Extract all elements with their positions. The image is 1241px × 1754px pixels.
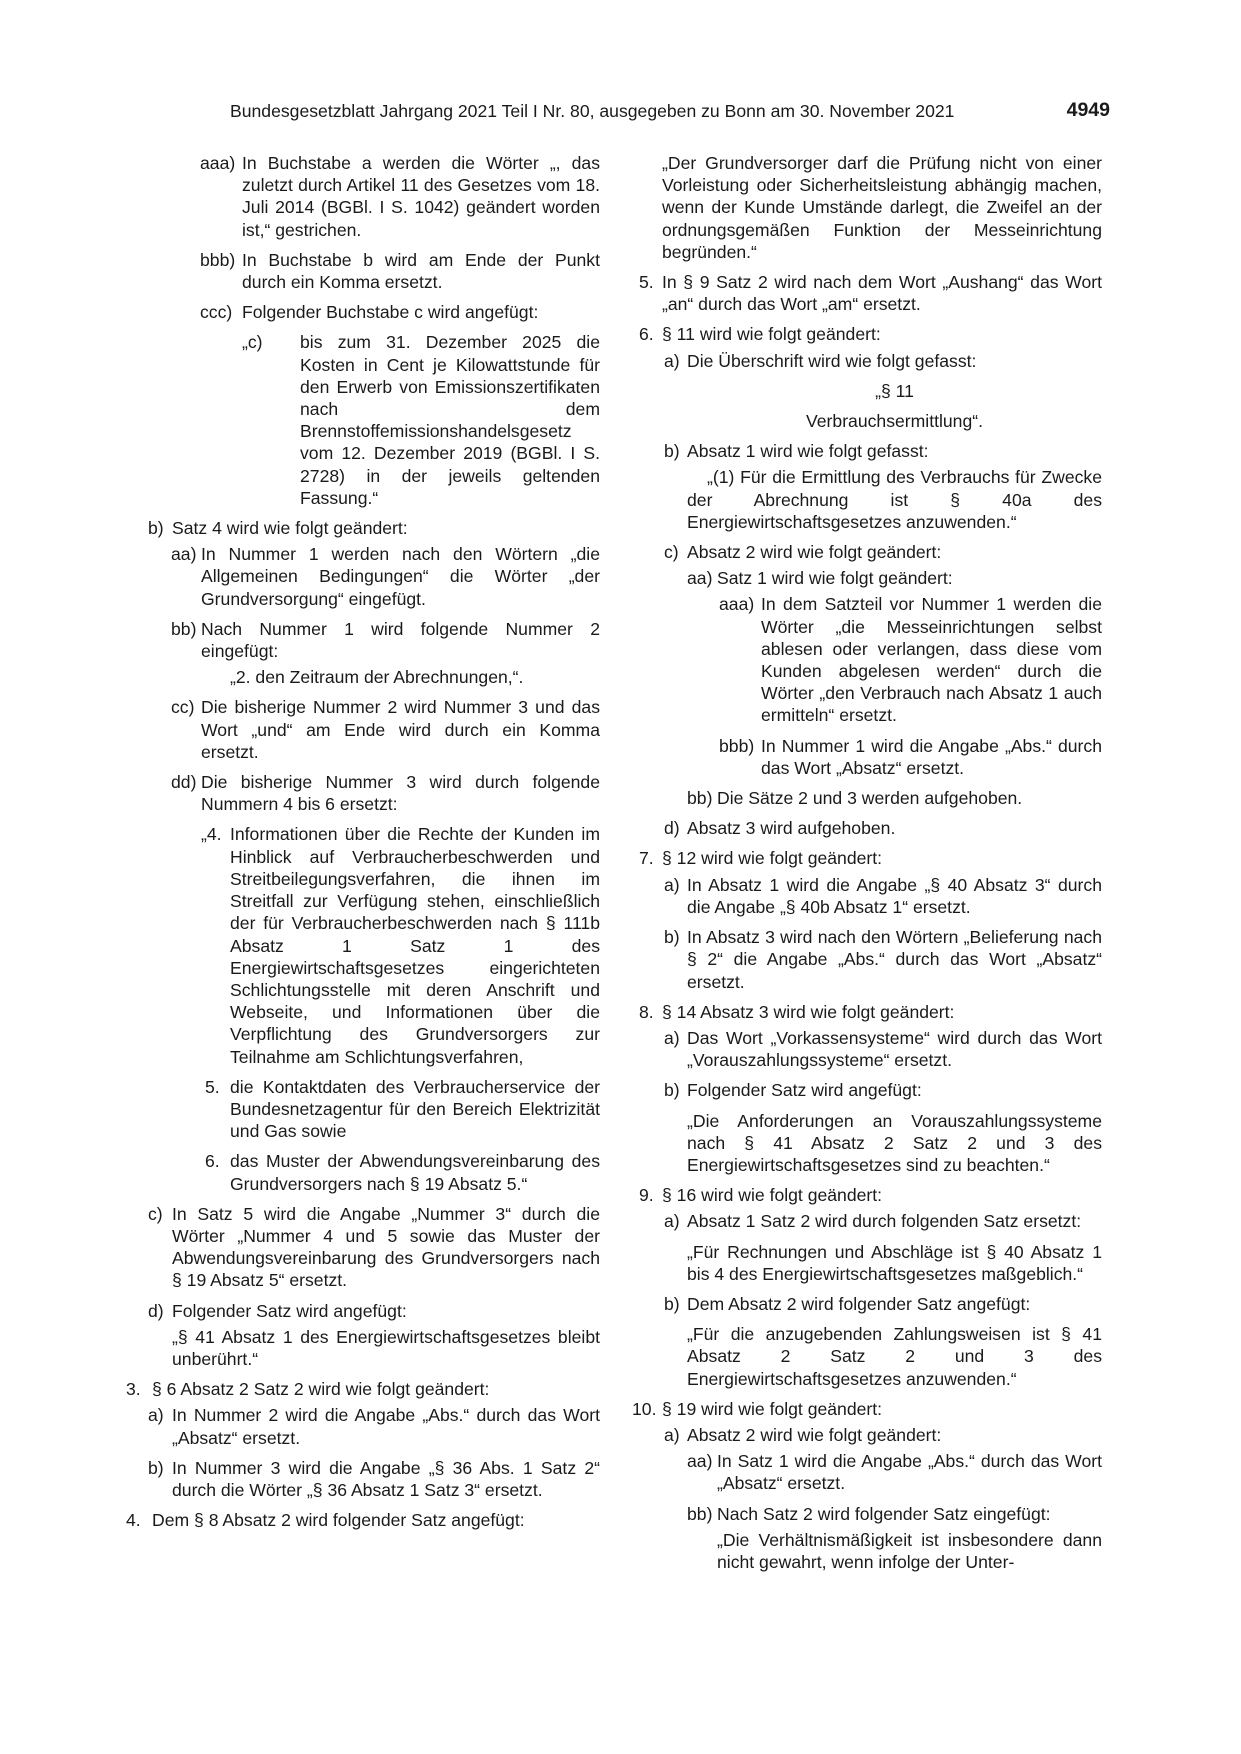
list-label: b) — [664, 441, 680, 462]
list-item-d — [140, 1300, 600, 1322]
list-item-7a — [620, 874, 1102, 918]
quoted-text: „(1) Für die Ermittlung des Verbrauchs für Zwecke der Abrechnung ist § 40a des Energiewirtschaftsgesetzes anzuwenden.“ — [687, 467, 1102, 532]
list-text: Absatz 1 wird wie folgt gefasst: — [687, 441, 929, 462]
list-text: Informationen über die Rechte der Kunden im Hinblick auf Verbraucherbeschwerden und Streitbeilegungsverfahren, die ihnen im Streitfall zur Verfügung stehen, einschließlich der für Verbraucherbeschwerden nach § 111b Absatz 1 Satz 1 des Energiewirtschaftsgesetzes eingerichteten Schlichtungsstelle mit deren Anschrift und Webseite, und Informationen über die Verpflichtung des Grundversorgers zur Teilnahme am Schlichtungsverfahren, — [230, 824, 600, 1067]
list-text: In Nummer 2 wird die Angabe „Abs.“ durch das Wort „Absatz“ ersetzt. — [172, 1405, 600, 1448]
list-item-7 — [620, 847, 1102, 869]
list-text: § 6 Absatz 2 Satz 2 wird wie folgt geändert: — [152, 1379, 490, 1400]
list-text: § 19 wird wie folgt geändert: — [662, 1398, 883, 1419]
list-text: In Buchstabe a werden die Wörter „, das zuletzt durch Artikel 11 des Gesetzes vom 18. Juli 2014 (BGBl. I S. 1042) geändert worden ist,“ gestrichen. — [242, 153, 600, 240]
quoted-item-6 — [140, 1150, 600, 1194]
list-text: die Kontaktdaten des Verbraucherservice der Bundesnetzagentur für den Bereich Elektrizität und Gas sowie — [230, 1076, 600, 1142]
list-text: In Satz 5 wird die Angabe „Nummer 3“ durch die Wörter „Nummer 4 und 5 sowie das Muster der Abwendungsvereinbarung des Grundversorgers nach § 19 Absatz 5“ ersetzt. — [172, 1203, 600, 1291]
list-item-cc — [140, 696, 600, 763]
list-item-6c-aa — [620, 567, 1102, 589]
list-item-bb — [140, 618, 600, 662]
list-text: Dem § 8 Absatz 2 wird folgender Satz angefügt: — [152, 1510, 525, 1531]
list-item-5 — [620, 271, 1102, 315]
list-label: 10. — [632, 1398, 657, 1419]
list-text: Das Wort „Vorkassensysteme“ wird durch das Wort „Vorauszahlungssysteme“ ersetzt. — [687, 1027, 1102, 1071]
list-text: Dem Absatz 2 wird folgender Satz angefügt: — [687, 1293, 1031, 1314]
list-item-10a-aa — [620, 1450, 1102, 1494]
list-item-3 — [126, 1378, 600, 1400]
list-text: Die Überschrift wird wie folgt gefasst: — [687, 350, 977, 371]
list-label: 8. — [639, 1001, 654, 1022]
page-number: 4949 — [1066, 99, 1110, 121]
list-label: ccc) — [200, 302, 233, 323]
quoted-text: „2. den Zeitraum der Abrechnungen,“. — [230, 667, 524, 688]
list-item-ccc — [140, 301, 600, 323]
list-text: bis zum 31. Dezember 2025 die Kosten in Cent je Kilowattstunde für den Erwerb von Emissionszertifikaten nach dem Brennstoffemissionshandelsgesetz vom 12. Dezember 2019 (BGBl. I S. 2728) in der jeweils geltenden Fassung.“ — [300, 332, 600, 508]
quoted-text: „Für die anzugebenden Zahlungsweisen ist § 41 Absatz 2 Satz 2 und 3 des Energiewirtschaftsgesetzes anzuwenden.“ — [687, 1324, 1102, 1389]
list-item-9 — [620, 1184, 1102, 1206]
quoted-text: „Die Verhältnismäßigkeit ist insbesondere dann nicht gewahrt, wenn infolge der Unter- — [717, 1529, 1102, 1572]
list-label: 4. — [126, 1510, 141, 1531]
list-text: In Absatz 3 wird nach den Wörtern „Belieferung nach § 2“ die Angabe „Abs.“ durch das Wort „Absatz“ ersetzt. — [687, 927, 1102, 992]
list-item-dd — [140, 771, 600, 815]
list-item-10 — [620, 1398, 1102, 1420]
quoted-item-4 — [140, 823, 600, 1067]
list-item-9b — [620, 1293, 1102, 1315]
list-text: Absatz 2 wird wie folgt geändert: — [687, 1424, 942, 1445]
list-text: In Satz 1 wird die Angabe „Abs.“ durch das Wort „Absatz“ ersetzt. — [717, 1451, 1102, 1494]
list-item-4 — [126, 1509, 600, 1531]
list-text: Folgender Satz wird angefügt: — [172, 1300, 407, 1321]
list-item-8 — [620, 1001, 1102, 1023]
list-label: „4. — [201, 824, 222, 845]
list-item-6c-bbb — [620, 735, 1102, 779]
list-text: Nach Satz 2 wird folgender Satz eingefügt: — [717, 1503, 1051, 1524]
list-label: 7. — [639, 848, 654, 869]
list-text: In Buchstabe b wird am Ende der Punkt durch ein Komma ersetzt. — [242, 249, 600, 293]
list-label: a) — [664, 1424, 680, 1445]
list-item-aaa — [140, 152, 600, 241]
list-text: § 16 wird wie folgt geändert: — [662, 1185, 883, 1206]
list-text: In dem Satzteil vor Nummer 1 werden die Wörter „die Messeinrichtungen selbst ablesen oder verlangen, dass diese vom Kunden abgelesen werden“ durch die Wörter „den Verbrauch nach Absatz 1 auch ermitteln“ ersetzt. — [761, 594, 1102, 726]
list-label: dd) — [171, 772, 197, 793]
list-text: § 14 Absatz 3 wird wie folgt geändert: — [662, 1001, 955, 1022]
list-text: Die bisherige Nummer 2 wird Nummer 3 und das Wort „und“ am Ende wird durch ein Komma ersetzt. — [201, 697, 600, 762]
list-item-10a-bb — [620, 1503, 1102, 1525]
list-label: d) — [148, 1300, 164, 1321]
list-label: a) — [664, 350, 680, 371]
list-label: b) — [664, 927, 680, 948]
list-label: aaa) — [200, 153, 236, 173]
list-label: 9. — [639, 1185, 654, 1206]
list-label: bbb) — [200, 249, 236, 270]
list-item-b — [140, 517, 600, 539]
quoted-item-c — [140, 331, 600, 509]
list-item-3a — [140, 1404, 600, 1448]
list-item-6d — [620, 817, 1102, 839]
list-text: Folgender Buchstabe c wird angefügt: — [242, 302, 539, 323]
list-text: Absatz 1 Satz 2 wird durch folgenden Satz ersetzt: — [687, 1211, 1082, 1232]
list-item-c — [140, 1203, 600, 1292]
list-text: Die bisherige Nummer 3 wird durch folgende Nummern 4 bis 6 ersetzt: — [201, 772, 600, 815]
list-item-bbb — [140, 249, 600, 293]
list-item-6a — [620, 350, 1102, 372]
list-item-6 — [620, 323, 1102, 345]
list-label: bb) — [687, 1503, 713, 1524]
list-label: b) — [148, 518, 164, 539]
list-label: „c) — [242, 332, 263, 353]
list-item-8b — [620, 1079, 1102, 1101]
list-label: bb) — [171, 618, 197, 639]
list-label: b) — [148, 1457, 164, 1478]
list-text: Absatz 2 wird wie folgt geändert: — [687, 542, 942, 563]
heading-quote: „§ 11 — [875, 380, 914, 401]
list-text: Nach Nummer 1 wird folgende Nummer 2 eingefügt: — [201, 618, 600, 662]
list-label: d) — [664, 818, 680, 839]
quoted-text: „Der Grundversorger darf die Prüfung nicht von einer Vorleistung oder Sicherheitsleistung abhängig machen, wenn der Kunde Umstände darlegt, die Zweifel an der ordnungsgemäßen Funktion der Messeinrichtung begründen.“ — [662, 153, 1102, 262]
list-item-7b — [620, 926, 1102, 993]
list-label: aa) — [171, 544, 197, 565]
list-item-6c-bb — [620, 787, 1102, 809]
quoted-text: „§ 41 Absatz 1 des Energiewirtschaftsgesetzes bleibt unberührt.“ — [172, 1326, 600, 1369]
list-item-10a — [620, 1424, 1102, 1446]
list-text: In Nummer 1 wird die Angabe „Abs.“ durch das Wort „Absatz“ ersetzt. — [761, 735, 1102, 778]
list-label: c) — [664, 542, 679, 563]
list-text: Satz 4 wird wie folgt geändert: — [172, 518, 408, 539]
list-item-6c — [620, 541, 1102, 563]
list-label: bb) — [687, 788, 713, 809]
list-label: b) — [664, 1080, 680, 1101]
running-header — [230, 99, 1110, 129]
heading-quote: Verbrauchsermittlung“. — [806, 411, 983, 432]
list-label: 6. — [205, 1151, 220, 1172]
list-label: cc) — [171, 697, 195, 718]
list-label: 6. — [639, 324, 654, 345]
list-text: In Nummer 3 wird die Angabe „§ 36 Abs. 1 Satz 2“ durch die Wörter „§ 36 Absatz 1 Satz 3“ ersetzt. — [172, 1457, 600, 1500]
list-text: Folgender Satz wird angefügt: — [687, 1080, 922, 1101]
list-label: b) — [664, 1293, 680, 1314]
list-item-9a — [620, 1210, 1102, 1232]
list-label: a) — [148, 1405, 164, 1426]
list-text: Satz 1 wird wie folgt geändert: — [717, 568, 953, 589]
quoted-text: „Die Anforderungen an Vorauszahlungssysteme nach § 41 Absatz 2 Satz 2 und 3 des Energiewirtschaftsgesetzes sind zu beachten.“ — [687, 1110, 1102, 1175]
list-text: § 12 wird wie folgt geändert: — [662, 848, 883, 869]
list-text: § 11 wird wie folgt geändert: — [662, 324, 881, 345]
right-column — [620, 152, 1102, 1581]
list-item-6b — [620, 440, 1102, 462]
list-label: aa) — [687, 1451, 713, 1472]
list-item-8a — [620, 1027, 1102, 1071]
list-label: bbb) — [719, 735, 755, 756]
list-label: c) — [148, 1203, 163, 1224]
list-item-3b — [140, 1457, 600, 1501]
list-label: a) — [664, 1027, 680, 1048]
list-text: In Absatz 1 wird die Angabe „§ 40 Absatz 3“ durch die Angabe „§ 40b Absatz 1“ ersetzt. — [687, 874, 1102, 917]
list-label: aa) — [687, 568, 713, 589]
list-text: In Nummer 1 werden nach den Wörtern „die Allgemeinen Bedingungen“ die Wörter „der Grundversorgung“ eingefügt. — [201, 544, 600, 609]
list-text: Absatz 3 wird aufgehoben. — [687, 818, 896, 839]
list-item-6c-aaa — [620, 593, 1102, 726]
list-label: 5. — [205, 1076, 220, 1097]
quoted-text: „Für Rechnungen und Abschläge ist § 40 Absatz 1 bis 4 des Energiewirtschaftsgesetzes maßgeblich.“ — [687, 1241, 1102, 1284]
quoted-item-5 — [140, 1076, 600, 1143]
list-label: 3. — [126, 1379, 141, 1400]
list-text: In § 9 Satz 2 wird nach dem Wort „Aushang“ das Wort „an“ durch das Wort „am“ ersetzt. — [662, 272, 1102, 315]
list-text: Die Sätze 2 und 3 werden aufgehoben. — [717, 788, 1023, 809]
list-label: aaa) — [719, 594, 755, 615]
list-label: a) — [664, 874, 680, 895]
list-text: das Muster der Abwendungsvereinbarung des Grundversorgers nach § 19 Absatz 5.“ — [230, 1151, 600, 1194]
list-label: 5. — [639, 272, 654, 293]
list-item-aa — [140, 543, 600, 610]
left-column — [126, 152, 600, 1539]
running-head: Bundesgesetzblatt Jahrgang 2021 Teil I Nr. 80, ausgegeben zu Bonn am 30. November 2021 — [230, 101, 955, 121]
list-label: a) — [664, 1211, 680, 1232]
